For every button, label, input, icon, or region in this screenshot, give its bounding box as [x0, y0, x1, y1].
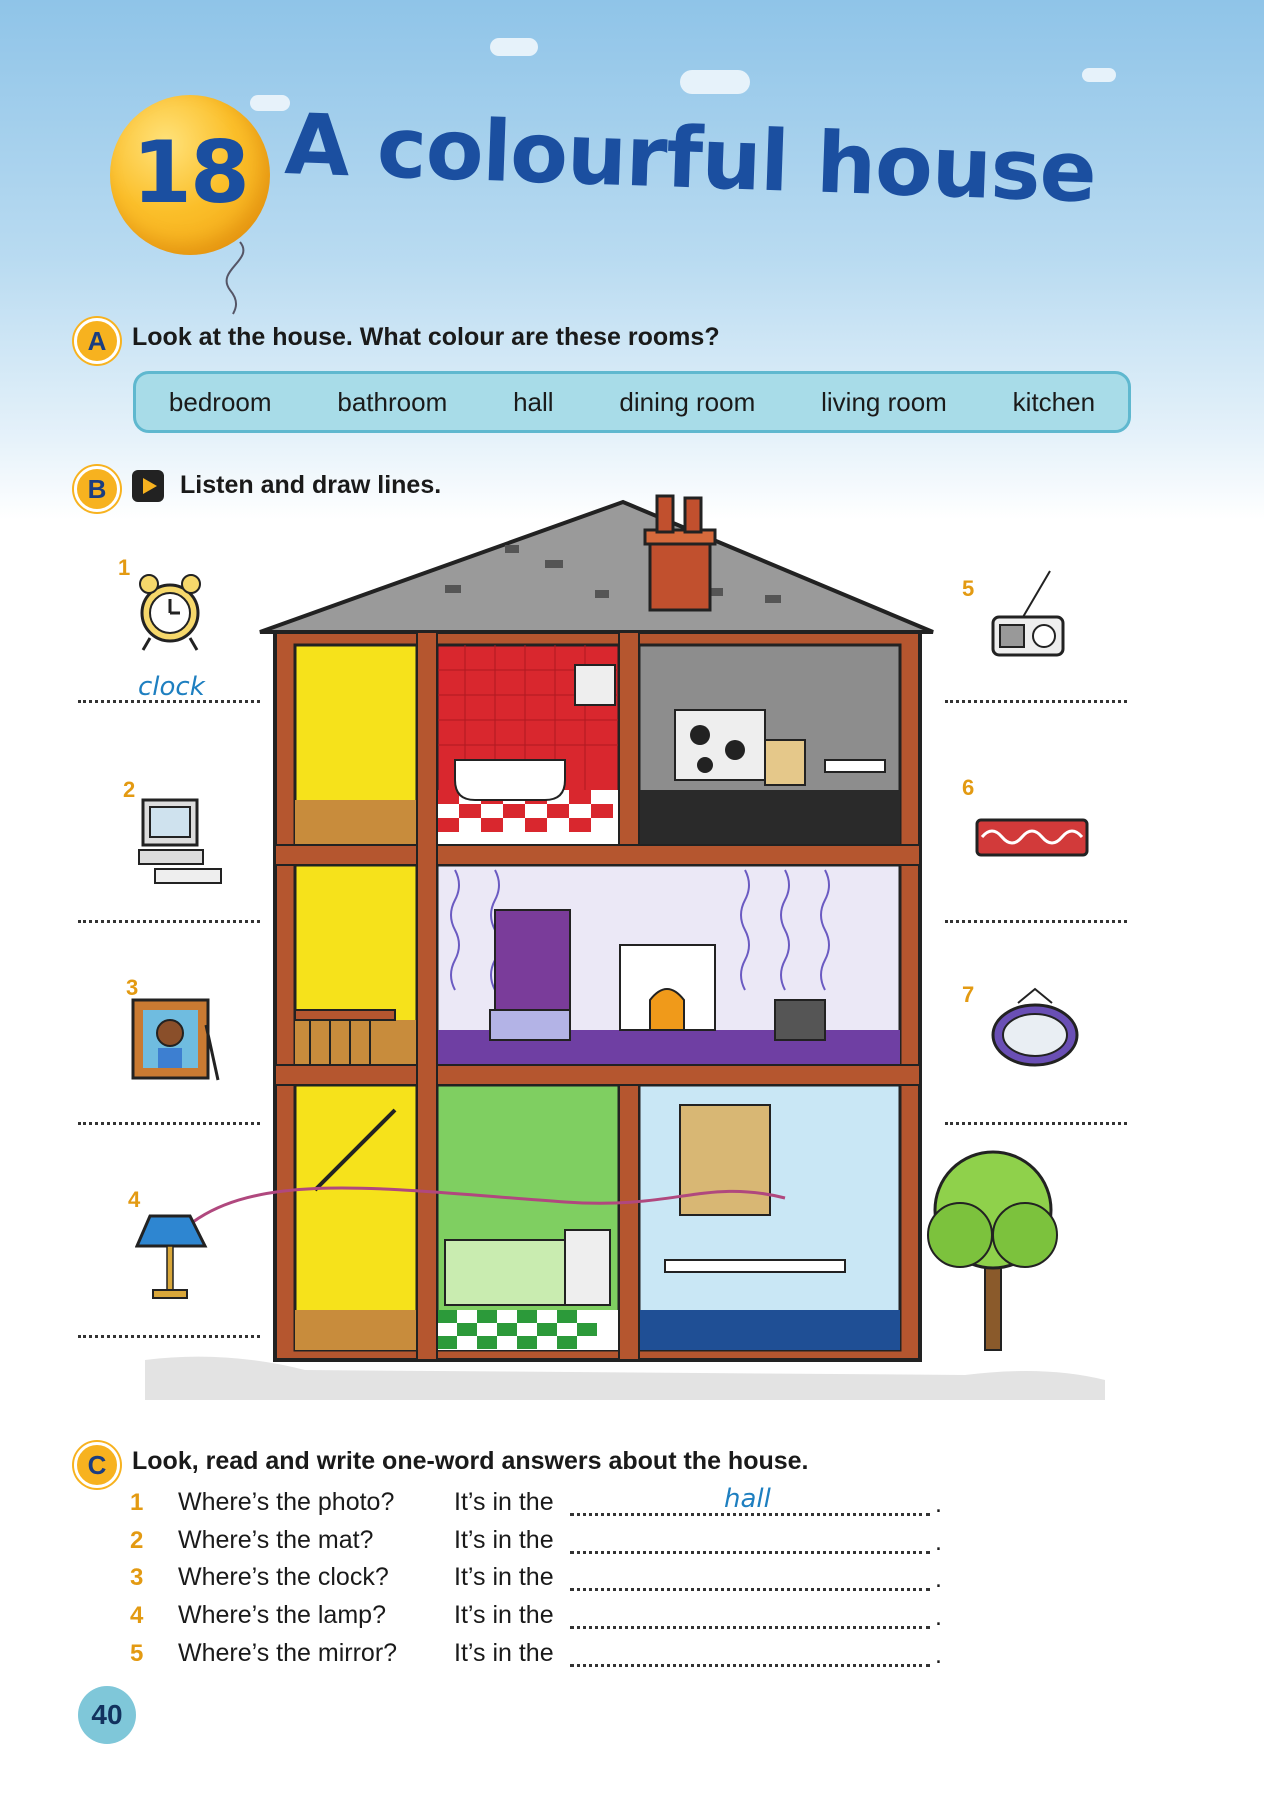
question-number: 5	[130, 1640, 144, 1667]
answer-line[interactable]	[570, 1626, 930, 1629]
mirror-icon	[988, 985, 1083, 1070]
answer-line[interactable]	[78, 920, 260, 923]
word-living-room: living room	[821, 386, 947, 417]
full-stop: .	[935, 1565, 942, 1593]
question-text: Where’s the clock?	[178, 1563, 389, 1591]
roof	[260, 502, 933, 632]
question-number: 1	[130, 1489, 144, 1516]
answer-line[interactable]	[78, 700, 260, 703]
object-number: 7	[962, 982, 975, 1007]
section-a-instruction: Look at the house. What colour are these rooms?	[132, 323, 720, 351]
question-number: 2	[130, 1527, 144, 1554]
word-box	[133, 371, 1131, 433]
object-number: 4	[128, 1187, 141, 1212]
word-kitchen: kitchen	[1012, 386, 1096, 417]
object-number: 6	[962, 775, 975, 800]
word-bedroom: bedroom	[168, 386, 272, 417]
balloon-string	[205, 240, 265, 315]
photo-frame-icon	[128, 995, 223, 1085]
page-number: 40	[78, 1686, 136, 1744]
answer-line[interactable]	[945, 1122, 1127, 1125]
answer-line[interactable]	[78, 1122, 260, 1125]
answer-stem: It’s in the	[454, 1639, 554, 1667]
question-text: Where’s the mirror?	[178, 1639, 398, 1667]
section-b-instruction: Listen and draw lines.	[180, 471, 442, 499]
house-illustration	[145, 490, 1105, 1410]
answer-line[interactable]	[945, 700, 1127, 703]
question-text: Where’s the mat?	[178, 1526, 374, 1554]
object-number: 2	[123, 777, 136, 802]
example-answer-hall: hall	[724, 1484, 771, 1514]
mat-icon	[972, 815, 1092, 860]
answer-line[interactable]	[570, 1513, 930, 1516]
unit-number: 18	[132, 123, 248, 223]
answer-line[interactable]	[78, 1335, 260, 1338]
full-stop: .	[935, 1528, 942, 1556]
object-number: 3	[126, 975, 139, 1000]
answer-stem: It’s in the	[454, 1526, 554, 1554]
answer-line[interactable]	[570, 1551, 930, 1554]
question-number: 4	[130, 1602, 144, 1629]
section-c-instruction: Look, read and write one-word answers about the house.	[132, 1447, 809, 1475]
page-title: A colourful house	[283, 95, 1098, 222]
object-number: 1	[118, 555, 131, 580]
answer-stem: It’s in the	[454, 1488, 554, 1516]
cloud	[250, 95, 290, 111]
balloon-badge	[110, 95, 270, 255]
example-answer-clock: clock	[138, 672, 205, 702]
computer-icon	[135, 795, 225, 895]
question-number: 3	[130, 1564, 144, 1591]
full-stop: .	[935, 1490, 942, 1518]
full-stop: .	[935, 1641, 942, 1669]
cloud	[490, 38, 538, 56]
section-b-badge: B	[74, 466, 120, 512]
answer-stem: It’s in the	[454, 1601, 554, 1629]
answer-stem: It’s in the	[454, 1563, 554, 1591]
word-dining-room: dining room	[619, 386, 756, 417]
radio-icon	[988, 565, 1068, 660]
alarm-clock-icon	[135, 568, 205, 658]
word-bathroom: bathroom	[337, 386, 448, 417]
lamp-icon	[135, 1208, 210, 1303]
cloud	[1082, 68, 1116, 82]
section-c-badge: C	[74, 1442, 120, 1488]
question-text: Where’s the lamp?	[178, 1601, 386, 1629]
full-stop: .	[935, 1603, 942, 1631]
section-a-badge: A	[74, 318, 120, 364]
object-number: 5	[962, 576, 975, 601]
answer-line[interactable]	[570, 1588, 930, 1591]
answer-line[interactable]	[945, 920, 1127, 923]
answer-line[interactable]	[570, 1664, 930, 1667]
chimney	[645, 496, 715, 610]
question-text: Where’s the photo?	[178, 1488, 395, 1516]
tree-icon	[928, 1152, 1057, 1350]
word-hall: hall	[513, 386, 554, 417]
cloud	[680, 70, 750, 94]
